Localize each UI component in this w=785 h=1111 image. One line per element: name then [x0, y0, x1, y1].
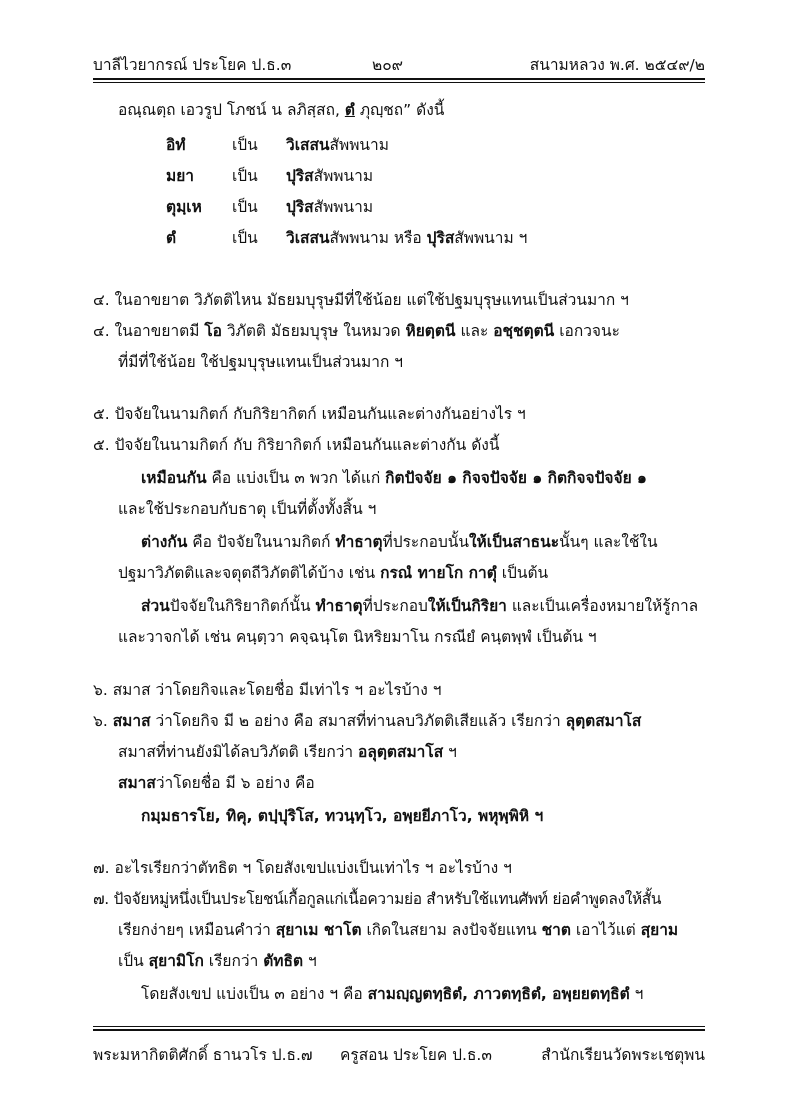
footer-left: พระมหากิตติศักดิ์ ธานวโร ป.ธ.๗ [93, 1046, 313, 1064]
question-5: ๕. ปัจจัยในนามกิตก์ กับกิริยากิตก์ เหมือนกันและต่างกันอย่างไร ฯ [93, 405, 526, 423]
answer-5: ๕. ปัจจัยในนามกิตก์ กับ กิริยากิตก์ เหมือนกันและต่างกัน ดังนี้ [93, 436, 500, 454]
header-rule-thin [93, 82, 705, 83]
footer-right: สำนักเรียนวัดพระเชตุพน [541, 1046, 705, 1064]
answer-7-cont2: เป็น สฺยามิโก เรียกว่า ตัทธิต ฯ [118, 952, 317, 970]
answer-7-cont: เรียกง่ายๆ เหมือนคำว่า สฺยาเม ชาโต เกิดในสยาม ลงปัจจัยแทน ชาต เอาไว้แต่ สฺยาม [118, 921, 679, 939]
footer-center: ครูสอน ประโยค ป.ธ.๓ [340, 1046, 492, 1064]
header-left: บาลีไวยากรณ์ ประโยค ป.ธ.๓ [93, 56, 292, 74]
question-6: ๖. สมาส ว่าโดยกิจและโดยชื่อ มีเท่าไร ฯ อะไรบ้าง ฯ [93, 681, 442, 699]
answer-6: ๖. สมาส ว่าโดยกิจ มี ๒ อย่าง คือ สมาสที่ท่านลบวิภัตติเสียแล้ว เรียกว่า ลุตฺตสมาโส [93, 712, 642, 730]
answer-6-list: กมฺมธารโย, ทิคุ, ตปฺปุริโส, ทวนฺทฺโว, อพฺยยีภาโว, พหุพฺพิหิ ฯ [141, 807, 544, 825]
header-rule-thick [93, 78, 705, 80]
header-page-number: ๒๐๙ [372, 56, 404, 74]
document-page: บาลีไวยากรณ์ ประโยค ป.ธ.๓ ๒๐๙ สนามหลวง พ.ศ. ๒๕๔๙/๒ อณฺณตฺถ เอวรูป โภชน์ น ลภิสฺสถ, ตํ ภุญฺชถ” ดังนี้ อิทํ เป็น วิเสสนสัพพนาม มยา เป็น ปุริสสัพพนาม ตุมฺเห เป็น ปุริสสัพพนาม ตํ เป็น วิเสสนสัพพนาม หรือ ปุริสสัพพนาม ฯ ๔. ในอาขยาต วิภัตติไหน มัธยมบุรุษมีที่ใช้น้อย แต่ใช้ปฐมบุรุษแทนเป็นส่วนมาก ฯ ๔. ในอาขยาตมี โอ วิภัตติ มัธยมบุรุษ ในหมวด หิยตฺตนี และ อชฺชตฺตนี เอกวจนะ ที่มีที่ใช้น้อย ใช้ปฐมบุรุษแทนเป็นส่วนมาก ฯ ๕. ปัจจัยในนามกิตก์ กับกิริยากิตก์ เหมือนกันและต่างกันอย่างไร ฯ ๕. ปัจจัยในนามกิตก์ กับ กิริยากิตก์ เหมือนกันและต่างกัน ดังนี้ เหมือนกัน คือ แบ่งเป็น ๓ พวก ได้แก่ กิตปัจจัย ๑ กิจจปัจจัย ๑ กิตกิจจปัจจัย ๑ และใช้ประกอบกับธาตุ เป็นที่ตั้งทั้งสิ้น ฯ ต่างกัน คือ ปัจจัยในนามกิตก์ ทำธาตุที่ประกอบนั้นให้เป็นสาธนะนั้นๆ และใช้ใน ปฐมาวิภัตติและจตุตถีวิภัตติได้บ้าง เช่น กรณํ ทายโก กาตุํ เป็นต้น ส่วนปัจจัยในกิริยากิตก์นั้น ทำธาตุที่ประกอบให้เป็นกิริยา และเป็นเครื่องหมายให้รู้กาล และวาจกได้ เช่น คนฺตฺวา คจฺฉนฺโต นิหริยมาโน กรณียํ คนฺตพฺพํ เป็นต้น ฯ ๖. สมาส ว่าโดยกิจและโดยชื่อ มีเท่าไร ฯ อะไรบ้าง ฯ ๖. สมาส ว่าโดยกิจ มี ๒ อย่าง คือ สมาสที่ท่านลบวิภัตติเสียแล้ว เรียกว่า ลุตฺตสมาโส สมาสที่ท่านยังมิได้ลบวิภัตติ เรียกว่า อลุตฺตสมาโส ฯ สมาสว่าโดยชื่อ มี ๖ อย่าง คือ กมฺมธารโย, ทิคุ, ตปฺปุริโส, ทวนฺทฺโว, อพฺยยีภาโว, พหุพฺพิหิ ฯ ๗. อะไรเรียกว่าตัทธิต ฯ โดยสังเขปแบ่งเป็นเท่าไร ฯ อะไรบ้าง ฯ ๗. ปัจจัยหมู่หนึ่งเป็นประโยชน์เกื้อกูลแก่เนื้อความย่อ สำหรับใช้แทนศัพท์ ย่อคำพูดลงให้สั้น เรียกง่ายๆ เหมือนคำว่า สฺยาเม ชาโต เกิดในสยาม ลงปัจจัยแทน ชาต เอาไว้แต่ สฺยาม เป็น สฺยามิโก เรียกว่า ตัทธิต ฯ โดยสังเขป แบ่งเป็น ๓ อย่าง ฯ คือ สามญฺญตทฺธิตํ, ภาวตทฺธิตํ, อพฺยยตทฺธิตํ ฯ พระมหากิตติศักดิ์ ธานวโร ป.ธ.๗ ครูสอน ประโยค ป.ธ.๓ สำนักเรียนวัดพระเชตุพน [0, 0, 785, 1111]
question-7: ๗. อะไรเรียกว่าตัทธิต ฯ โดยสังเขปแบ่งเป็นเท่าไร ฯ อะไรบ้าง ฯ [93, 859, 512, 877]
header-right: สนามหลวง พ.ศ. ๒๕๔๙/๒ [529, 56, 705, 74]
footer-rule-thick [93, 1029, 705, 1031]
footer-rule-thin [93, 1026, 705, 1027]
answer-5-part: ส่วนปัจจัยในกิริยากิตก์นั้น ทำธาตุที่ประกอบให้เป็นกิริยา และเป็นเครื่องหมายให้รู้กาล [141, 597, 699, 615]
answer-5-diff: ต่างกัน คือ ปัจจัยในนามกิตก์ ทำธาตุที่ประกอบนั้นให้เป็นสาธนะนั้นๆ และใช้ใน [141, 533, 658, 551]
answer-6-names: สมาสว่าโดยชื่อ มี ๖ อย่าง คือ [118, 774, 315, 792]
continuation-line: อณฺณตฺถ เอวรูป โภชน์ น ลภิสฺสถ, ตํ ภุญฺชถ” ดังนี้ [118, 101, 445, 119]
answer-5-diff-cont: ปฐมาวิภัตติและจตุตถีวิภัตติได้บ้าง เช่น กรณํ ทายโก กาตุํ เป็นต้น [118, 564, 549, 582]
answer-5-same-cont: และใช้ประกอบกับธาตุ เป็นที่ตั้งทั้งสิ้น ฯ [118, 500, 377, 518]
answer-7-kinds: โดยสังเขป แบ่งเป็น ๓ อย่าง ฯ คือ สามญฺญตทฺธิตํ, ภาวตทฺธิตํ, อพฺยยตทฺธิตํ ฯ [141, 985, 644, 1003]
answer-7: ๗. ปัจจัยหมู่หนึ่งเป็นประโยชน์เกื้อกูลแก่เนื้อความย่อ สำหรับใช้แทนศัพท์ ย่อคำพูดลงให้สั้น [93, 890, 662, 908]
answer-5-part-cont: และวาจกได้ เช่น คนฺตฺวา คจฺฉนฺโต นิหริยมาโน กรณียํ คนฺตพฺพํ เป็นต้น ฯ [118, 628, 597, 646]
answer-4: ๔. ในอาขยาตมี โอ วิภัตติ มัธยมบุรุษ ในหมวด หิยตฺตนี และ อชฺชตฺตนี เอกวจนะ [93, 322, 620, 340]
answer-5-same: เหมือนกัน คือ แบ่งเป็น ๓ พวก ได้แก่ กิตปัจจัย ๑ กิจจปัจจัย ๑ กิตกิจจปัจจัย ๑ [141, 469, 647, 487]
question-4: ๔. ในอาขยาต วิภัตติไหน มัธยมบุรุษมีที่ใช้น้อย แต่ใช้ปฐมบุรุษแทนเป็นส่วนมาก ฯ [93, 291, 629, 309]
answer-4-cont: ที่มีที่ใช้น้อย ใช้ปฐมบุรุษแทนเป็นส่วนมาก ฯ [118, 353, 403, 371]
answer-6-cont: สมาสที่ท่านยังมิได้ลบวิภัตติ เรียกว่า อลุตฺตสมาโส ฯ [118, 743, 457, 761]
